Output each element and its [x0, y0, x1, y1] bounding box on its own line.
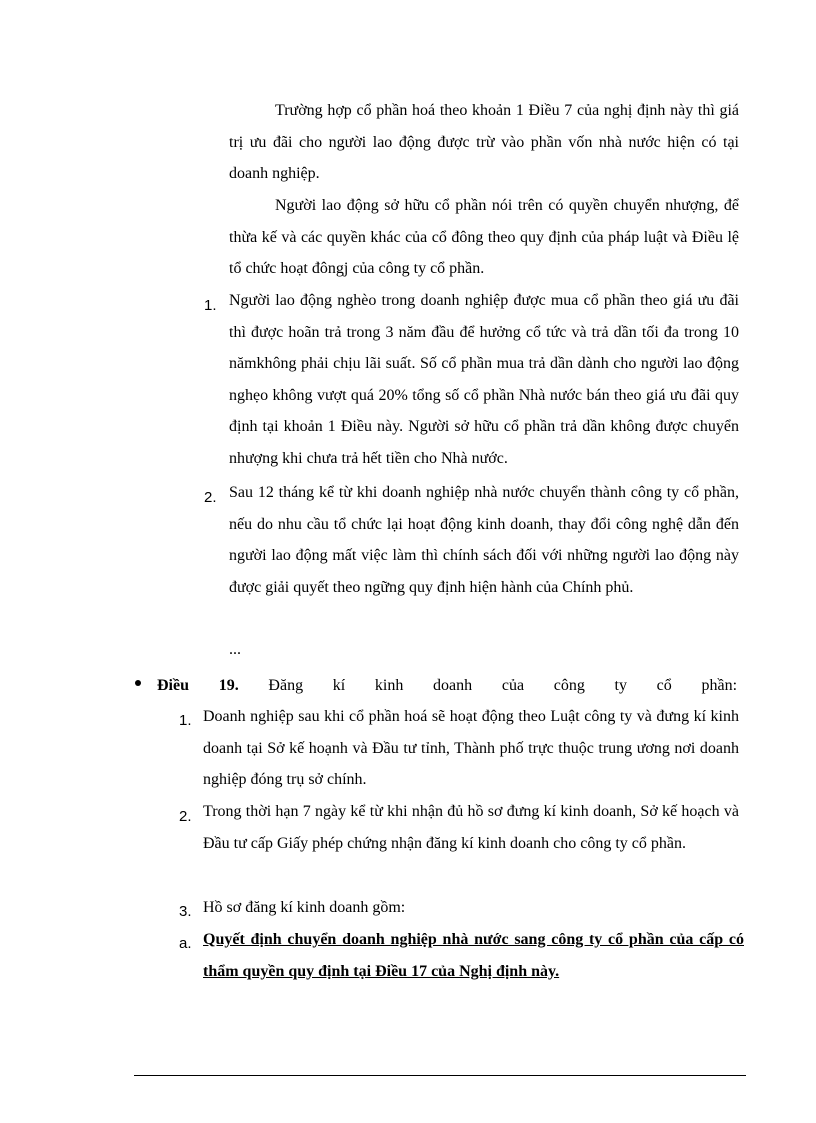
- article-heading: [157, 670, 737, 702]
- list2-item-a-label: a.: [179, 935, 192, 952]
- list1-item2-number: 2.: [204, 489, 217, 506]
- paragraph-1: Trường hợp cổ phần hoá theo khoản 1 Điều 7 của nghị định này thì giá trị ưu đãi cho người lao động được trừ vào phần vốn nhà nước hiện có tại doanh nghiệp.: [229, 102, 739, 182]
- bullet-icon: [135, 680, 141, 686]
- list2-item3-number: 3.: [179, 903, 192, 920]
- footer-divider: [134, 1075, 746, 1076]
- list2-item2-number: 2.: [179, 808, 192, 825]
- paragraph-2: Người lao động sở hữu cổ phần nói trên có quyền chuyển nhượng, để thừa kế và các quyền khác của cổ đông theo quy định của pháp luật và Điều lệ tổ chức hoạt đôngj của công ty cổ phần.: [229, 197, 739, 277]
- list2-item1-number: 1.: [179, 712, 192, 729]
- list2-item3-text: Hồ sơ đăng kí kinh doanh gồm:: [203, 899, 406, 916]
- list2-item2-text: Trong thời hạn 7 ngày kể từ khi nhận đủ hồ sơ đưng kí kinh doanh, Sở kế hoạch và Đầu tư cấp Giấy phép chứng nhận đăng kí kinh doanh cho công ty cổ phần.: [203, 803, 739, 852]
- list1-item1-number: 1.: [204, 297, 217, 314]
- list2-item-a-text: Quyết định chuyển doanh nghiệp nhà nước sang công ty cổ phần của cấp có thẩm quyền quy định tại Điều 17 của Nghị định này.: [203, 931, 744, 980]
- article-title: Đăng kí kinh doanh của công ty cổ phần:: [268, 677, 738, 694]
- article-label: Điều 19.: [157, 677, 239, 694]
- list2-item1-text: Doanh nghiệp sau khi cổ phần hoá sẽ hoạt động theo Luật công ty và đưng kí kinh doanh tại Sở kế hoạnh và Đầu tư tỉnh, Thành phố trực thuộc trung ương nơi doanh nghiệp đóng trụ sở chính.: [203, 708, 739, 788]
- ellipsis: ...: [229, 641, 241, 658]
- list1-item1-text: Người lao động nghèo trong doanh nghiệp được mua cổ phần theo giá ưu đãi thì được hoãn trả trong 3 năm đầu để hưởng cổ tức và trả dần tối đa trong 10 nămkhông phải chịu lãi suất. Số cổ phần mua trả dần dành cho người lao động nghẹo không vượt quá 20% tổng số cổ phần Nhà nước bán theo giá ưu đãi quy định tại khoản 1 Điều này. Người sở hữu cổ phần trả dần không được chuyển nhượng khi chưa trả hết tiền cho Nhà nước.: [229, 292, 739, 467]
- list1-item2-text: Sau 12 tháng kể từ khi doanh nghiệp nhà nước chuyển thành công ty cổ phần, nếu do nhu cầu tổ chức lại hoạt động kinh doanh, thay đổi công nghệ dẫn đến người lao động mất việc làm thì chính sách đối với những người lao động này được giải quyết theo ngững quy định hiện hành của Chính phủ.: [229, 484, 739, 596]
